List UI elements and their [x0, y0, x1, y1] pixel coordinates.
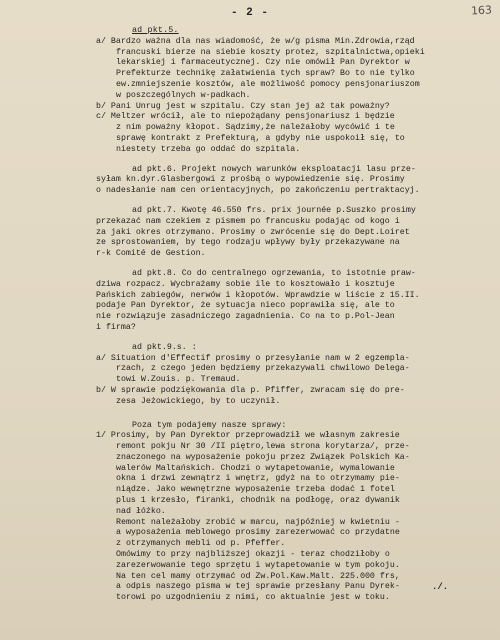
text-line: i firma?	[96, 322, 136, 332]
text-line: Remont należałoby zrobić w marcu, najpóźniej w kwietniu -	[116, 517, 400, 527]
text-line: w poszczególnych w-padkach.	[116, 90, 251, 100]
text-line: a odpis naszego pisma w tej sprawie przesłany Panu Dyrek-	[116, 582, 400, 592]
text-line: torowi po uzgodnieniu z nimi, co aktualnie jest w toku.	[116, 593, 390, 603]
text-line: nie rozwiązuje zasadniczego zagadnienia. Co na to p.Pol-Jean	[96, 312, 395, 322]
text-line: niądze. Jako wewnętrzne wyposażenie trzeba dodać 1 fotel	[116, 485, 395, 495]
text-line: c/ Meltzer wrócił, ale to niepożądany pensjonariusz i będzie	[96, 112, 395, 122]
text-line: z nim poważny kłopot. Sądzimy,że należałoby wycówić i te	[116, 123, 395, 133]
page-number: - 2 -	[230, 7, 269, 19]
text-line: francuski bierze na siebie koszty protez, szpitalnictwa,opieki	[116, 47, 425, 57]
text-line: Poza tym podajemy nasze sprawy:	[132, 420, 287, 430]
text-line: a/ Bardzo ważna dla nas wiadomość, że w/g pisma Min.Zdrowia,rząd	[96, 36, 415, 46]
text-line: b/ W sprawie podziękowania dla p. Pfiffer, zwracam się do pre-	[96, 385, 405, 395]
text-line: walerów Maltańskich. Chodzi o wytapetowanie, wymalowanie	[116, 463, 395, 473]
text-line: ad pkt.7. Kwotę 46.550 frs. prix journée p.Suszko prosimy	[132, 205, 416, 215]
paragraph-gap	[0, 334, 500, 343]
paragraph-gap	[0, 197, 500, 206]
text-line: rzach, z czego jeden będziemy przekazywali chwilowo Delega-	[116, 364, 410, 374]
text-line: a/ Situation d'Effectif prosimy o przesyłanie nam w 2 egzempla-	[96, 353, 410, 363]
folio-number: 163	[470, 3, 493, 18]
text-line: Pańskich zabiegów, nerwów i kłopotów. Wprawdzie w liście z 15.II.	[96, 290, 420, 300]
letter-body	[0, 26, 500, 604]
text-line: podaje Pan Dyrektor, że sytuacja nieco poprawiła się, ale to	[96, 301, 395, 311]
text-line: nad łóżko.	[116, 506, 166, 516]
text-line: ad pkt.8. Co do centralnego ogrzewania, to istotnie praw-	[132, 268, 416, 278]
paragraph-gap	[0, 260, 500, 269]
text-line: 1/ Prosimy, by Pan Dyrektor przeprowadził we własnym zakresie	[96, 431, 400, 441]
text-line: lekarskiej i farmaceutycznej. Czy nie omówił Pan Dyrektor w	[116, 58, 410, 68]
paragraph-gap	[0, 408, 500, 421]
text-line: Na ten cel mamy otrzymać od Zw.Pol.Kaw.Malt. 225.000 frs,	[116, 571, 400, 581]
text-line: ad pkt.9.s. :	[132, 342, 197, 352]
text-line: dziwa rozpacz. Wycbrażamy sobie ile to kosztowało i kosztuje	[96, 279, 395, 289]
text-line: b/ Pani Unrug jest w szpitalu. Czy stan jej aż tak poważny?	[96, 101, 390, 111]
text-line: plus 1 krzesło, firanki, chodnik na podłogę, oraz dywanik	[116, 496, 400, 506]
text-line: okna i drzwi zewnątrz i wnętrz, gdyż na to otrzymamy pie-	[116, 474, 400, 484]
text-line: Omówimy to przy najbliższej okazji - teraz chodziłoby o	[116, 550, 390, 560]
section-heading: ad pkt.5.	[132, 26, 179, 35]
text-line: znaczonego na wyposażenie pokoju przez Związek Polskich Ka-	[116, 452, 410, 462]
text-line: a wyposażenia meblowego prosimy zarezerwować co przydatne	[116, 528, 400, 538]
closing-mark: ./.	[432, 582, 449, 592]
text-line: zarezerwowanie tego sprzętu i wytapetowanie w tym pokoju.	[116, 560, 400, 570]
text-line: z otrzymanych mebli od p. Pfeffer.	[116, 539, 286, 549]
text-line: r-k Comité de Gestion.	[96, 249, 206, 259]
text-line: o nadesłanie nam cen orientacyjnych, po zakończeniu pertraktacyj.	[96, 186, 420, 196]
text-line: Prefekturze technikę załatwienia tych spraw? Bo to nie tylko	[116, 69, 415, 79]
text-line: syłam kn.dyr.Glasbergowi z prośbą o wypowiedzenie się. Prosimy	[96, 175, 405, 185]
text-line: towi W.Zouis. p. Tremaud.	[116, 375, 241, 385]
text-line: zesa Jeżowickiego, by to uczynił.	[116, 396, 281, 406]
text-line: niestety trzeba go oddać do szpitala.	[116, 144, 301, 154]
text-line: przekazać nam czekiem z pismem po francusku podając od kogo i	[96, 216, 400, 226]
text-line: sprawę kontrakt z Prefekturą, a gdyby nie uspokoił się, to	[116, 133, 405, 143]
text-line: za jaki okres otrzymano. Prosimy o zwrócenie się do Dept.Loiret	[96, 227, 410, 237]
text-line: ew.zmniejszenie kosztów, ale możliwość pomocy pensjonariuszom	[116, 79, 420, 89]
paragraph-gap	[0, 156, 500, 165]
text-line: ad pkt.6. Projekt nowych warunków eksploatacji lasu prze-	[132, 164, 416, 174]
text-line: remont pokju Nr 30 /II piętro,lewa strona korytarza/, prze-	[116, 442, 410, 452]
text-line: ze sprostowaniem, by tego rodzaju wpływy były przekazywane na	[96, 238, 400, 248]
